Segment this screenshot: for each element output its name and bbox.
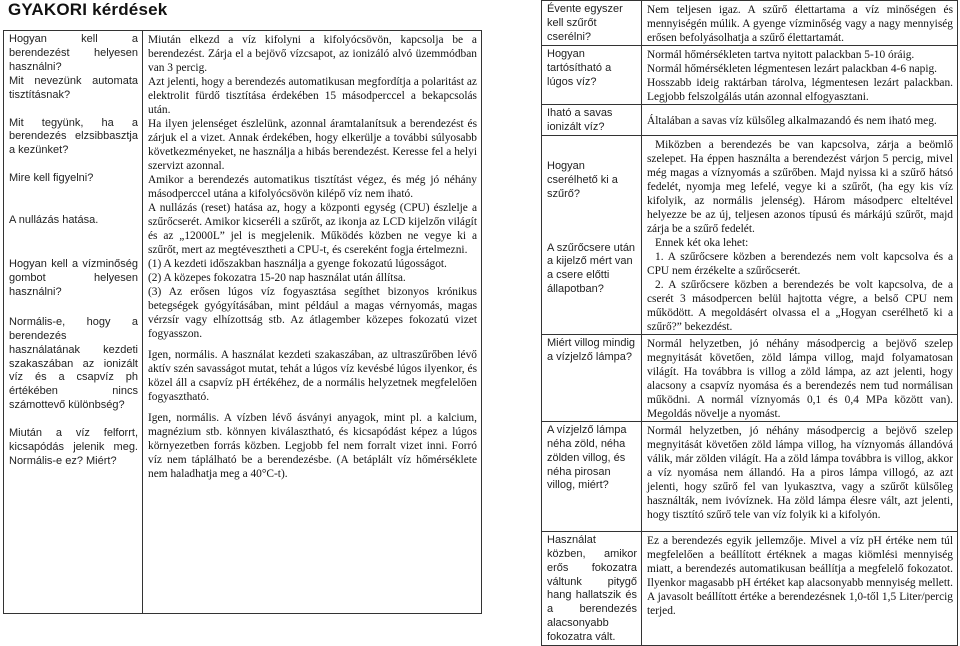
answer: Azt jelenti, hogy a berendezés automatikusan megfordítja a polaritást az elektrolit fürdő tisztítása érdekében 15 másodperccel a bekapcsolás után. [148,76,477,116]
answer: Normál helyzetben, jó néhány másodpercig a bejövő szelep megnyitását követően, zöld lámpa villog, majd folyamatosan világít. Ha továbbra is villog a zöld lámpa, az azt jelenti, hogy alacsony a csapvíz nyomása és a berendezés nem tud normálisan működni. A normál víznyomás 0,1 és 0,4 MPa között van). Megoldás növelje a nyomást. [647,337,953,420]
answer: Miközben a berendezés be van kapcsolva, zárja a beömlő szelepet. Ha éppen használta a berendezést várjon 5 percig, mivel még magas a víznyomás a szűrőben. Majd nyissa ki a szűrő hátsó fedelét, nyomja meg lefelé, vegye ki a szűrőt, (ha egy kis víz kifolyik, az normális jelenség). Három másodperc elteltével helyezze be az új, teljesen azonos típusú és márkájú szűrőt, majd zárja be a szűrő fedelét. [647,138,953,235]
answer: 1. A szűrőcsere közben a berendezés nem volt kapcsolva és a CPU nem érzékelte a szűrőcserét. [647,250,953,277]
question: Évente egyszer kell szűrőt cserélni? [547,3,623,43]
left-answer-column [143,31,482,614]
right-answer-cell [642,421,958,531]
question: Mire kell figyelni? [9,172,94,185]
question: Miután a víz felforrt, kicsapódás jelenik meg. Normális-e ez? Miért? [9,427,138,467]
answer: Nem teljesen igaz. A szűrő élettartama a víz minőségen és mennyiségén múlik. A gyenge vízminőség vagy a nagy mennyiség erősen befolyásolhatja a szűrő élettartamát. [647,4,953,44]
right-question-cell [542,421,642,531]
question: A vízjelző lámpa néha zöld, néha zölden villog, és néha pirosan villog, miért? [547,423,627,492]
right-question-cell [542,46,642,105]
answer: A nullázás (reset) hatása az, hogy a központi egység (CPU) észlelje a szűrőcserét. Amikor kicseréli a szűrőt, az ikonja az LCD kijelzőn világít és az „12000L” jel is megjelenik. Működés közben ne vegye ki a szűrőt, mert az megtévesztheti a CPU-t, és csereként fogja értelmezni. [148,202,477,256]
right-question-cell [542,1,642,46]
right-answer-cell [642,46,958,105]
faq-table-right [541,0,958,646]
right-answer-cell [642,135,958,334]
answer: (2) A közepes fokozatra 15-20 nap használat után állítsa. [148,272,406,284]
question: Mit tegyünk, ha a berendezés elzsibbasztja a kezünket? [9,116,138,157]
right-answer-cell [642,105,958,136]
answer: 2. A szűrőcsere közben a berendezés be volt kapcsolva, de a cserét 3 másodpercen belül hajtotta végre, a belső CPU nem működött. A megoldásért olvassa el a „Hogyan cserélhető ki a szűrő?” bekezdést. [647,278,953,333]
left-question-column [4,31,143,614]
answer: Amikor a berendezés automatikus tisztítást végez, és még jó néhány másodperccel utána a kifolyócsövön kilépő víz nem iható. [148,174,477,200]
right-question-cell [542,135,642,334]
right-question-cell [542,334,642,421]
question: Miért villog mindig a vízjelző lámpa? [547,336,636,363]
right-question-cell [542,531,642,645]
answer: Hosszabb ideig raktárban tárolva, légmentesen lezárt palackban. Legjobb felszolgálás után azonnal elfogyasztani. [647,77,953,103]
answer: Ha ilyen jelenséget észlelünk, azonnal áramtalanítsuk a berendezést és zárjuk el a vizet. Annak érdekében, hogy elkerülje a további súlyosabb következményeket, ne használja a hibás berendezést. Keresse fel a helyi szervizt azonnal. [148,118,477,172]
question: Használat közben, amikor erős fokozatra váltunk pitygő hang hallatszik és a berendezés alacsonyabb fokozatra vált. [547,533,637,644]
right-answer-cell [642,531,958,645]
right-answer-cell [642,334,958,421]
right-question-cell [542,105,642,136]
answer: Miután elkezd a víz kifolyni a kifolyócsövön, kapcsolja be a berendezést. Zárja el a bejövő vízcsapot, az ionizáló alvó üzemmódban van 3 percig. [148,34,477,74]
question: A szűrőcsere után a kijelző mért van a csere előtti állapotban? [547,241,636,296]
page-title: GYAKORI kérdések [8,0,168,19]
answer: Normál hőmérsékleten légmentesen lezárt palackban 4-6 napig. [647,63,938,75]
question: Iható a savas ionizált víz? [547,107,613,133]
answer: Normál hőmérsékleten tartva nyitott palackban 5-10 óráig. [647,49,915,61]
question: A nullázás hatása. [9,214,99,227]
question: Hogyan kell a berendezést helyesen használni? [9,33,138,73]
right-answer-cell [642,1,958,46]
answer: Igen, normális. A vízben lévő ásványi anyagok, mint pl. a kalcium, magnézium stb. könnyen kiválasztható, és kicsapódást képez a lúgos környezetben forrás közben. Legjobb fel nem forralt vizet inni. Forró víz nem táplálható be a berendezésbe. (A betáplált víz hőmérséklete nem haladhatja meg a 40°C-t). [148,412,477,480]
question: Normális-e, hogy a berendezés használatának kezdeti szakaszában az ionizált víz és a csapvíz ph értékében nincs számottevő különbség? [9,315,138,412]
answer: Ez a berendezés egyik jellemzője. Mivel a víz pH értéke nem túl megfelelően a beállított értéknek a magas kiömlési mennyiség miatt, a berendezés automatikusan beállítja a megfelelő fokozatot. Ilyenkor magasabb pH értéket kap alacsonyabb mennyiség mellett. A javasolt beállított értéke a berendezésnek 1,0-től 1,5 Liter/percig terjed. [647,534,953,617]
question: Mit nevezünk automata tisztításnak? [9,74,138,101]
answer: Normál helyzetben, jó néhány másodpercig a bejövő szelep megnyitását követően zöld lámpa villog, ha víznyomás állandóvá válik, már zölden világít. Ha a zöld lámpa továbbra is villog, akkor a víz nyomása nem állandó. Ha a piros lámpa villogó, az azt jelenti, hogy szűrő fel van lyukasztva, vagy a szűrőt külsőleg használták, nem ivóvíznek. Ha zöld lámpa élesre vált, azt jelenti, hogy tisztító szűrő tele van víz folyik ki a kifolyón. [647,424,953,521]
answer: Általában a savas víz külsőleg alkalmazandó és nem iható meg. [647,114,937,127]
question: Hogyan tartósítható a lúgos víz? [547,48,612,88]
answer: (3) Az erősen lúgos víz fogyasztása segíthet bizonyos krónikus betegségek gyógyításában, mint például a magas vérnyomás, magas vérzsír vagy elhízottság stb. Az átlagember közepes fokozatú vizet fogyasszon. [148,286,477,340]
faq-table-left [3,30,482,614]
answer: Ennek két oka lehet: [655,236,749,249]
question: Hogyan kell a vízminőség gombot helyesen használni? [9,258,138,298]
answer: (1) A kezdeti időszakban használja a gyenge fokozatú lúgosságot. [148,258,447,270]
question: Hogyan cserélhető ki a szűrő? [547,159,618,200]
answer: Igen, normális. A használat kezdeti szakaszában, az ultraszűrőben lévő aktív szén savasságot mutat, tehát a lúgos víz kevésbé lúgos ilyenkor, és közel áll a csapvíz pH értékéhez, de a normális helyzetnek megfelelően fogyasztható. [148,349,477,403]
